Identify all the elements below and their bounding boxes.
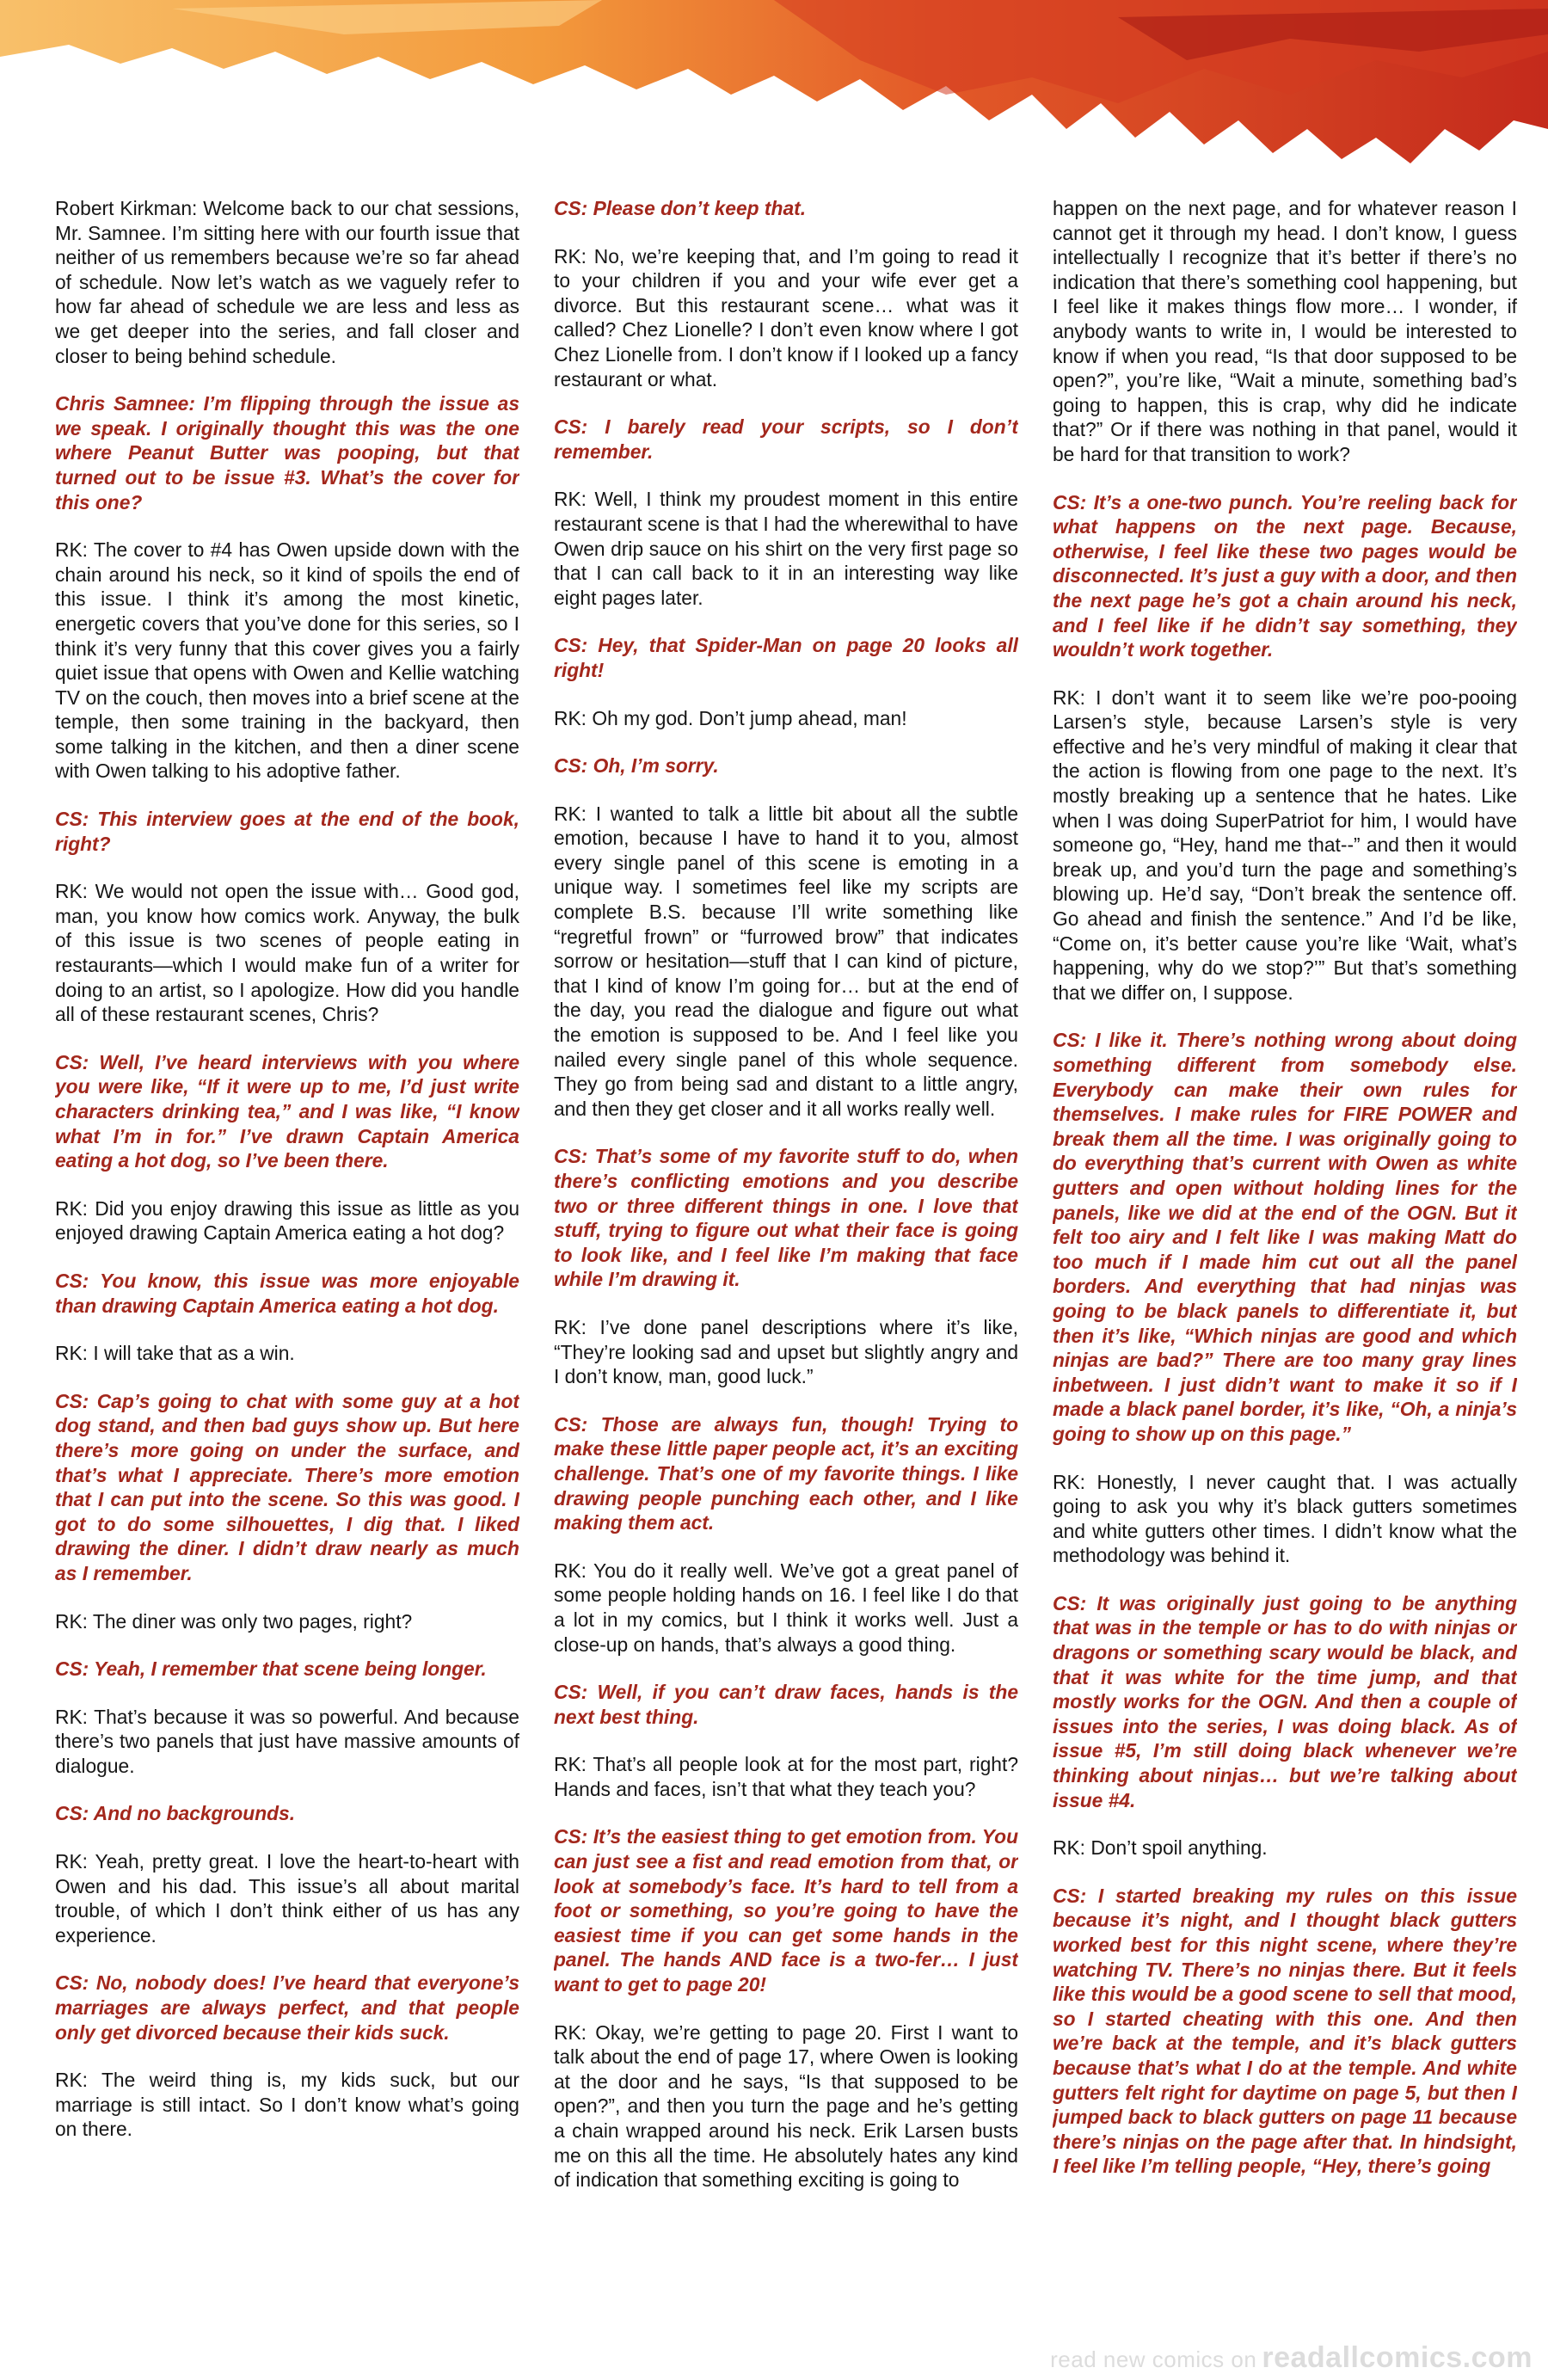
- kirkman-paragraph: RK: I wanted to talk a little bit about all the subtle emotion, because I have to hand it to you, almost every single panel of this scene is emoting in a unique way. I sometimes feel like my scripts are complete B.S. because I’ll write something like “regretful frown” or “furrowed brow” that indicates sorrow or hesitation—stuff that I can kind of picture, that I kind of know I’m going for… but at the end of the day, you read the dialogue and figure out what the emotion is supposed to be. And I feel like you nailed every single panel of this whole sequence. They go from being sad and distant to a little angry, and then they get closer and it all works really well.: [554, 802, 1018, 1120]
- site-watermark: [1050, 2341, 1533, 2375]
- kirkman-paragraph: happen on the next page, and for whatever reason I cannot get it through my head. I don’t know, I guess intellectually I recognize that it’s better if there’s no indication that there’s something cool happening, but I feel like it makes things flow more… I wonder, if anybody wants to write in, I would be interested to know if when you read, “Is that door supposed to be open?”, you’re like, “Wait a minute, something bad’s going to happen, this is crap, why did he indicate that?” Or if there was nothing in that panel, would it be hard for that transition to work?: [1053, 197, 1517, 465]
- kirkman-paragraph: RK: Oh my god. Don’t jump ahead, man!: [554, 706, 907, 729]
- samnee-paragraph: CS: I started breaking my rules on this issue because it’s night, and I thought black gutters worked best for this night scene, where they’re watching TV. There’s no ninjas there. But it feels like this would be a good scene to sell that mood, so I started cheating with this one. And then we’re back at the temple, and it’s black gutters because that’s what I do at the temple. And white gutters felt right for daytime on page 5, but then I jumped back to black gutters on page 11 because there’s ninjas on the page after that. In hindsight, I feel like I’m telling people, “Hey, there’s going: [1053, 1884, 1517, 2178]
- samnee-paragraph: CS: Those are always fun, though! Trying to make these little paper people act, it’s an exciting challenge. That’s one of my favorite things. I like drawing people punching each other, and I like making them act.: [554, 1412, 1018, 1534]
- kirkman-paragraph: RK: The cover to #4 has Owen upside down with the chain around his neck, so it kind of spoils the end of this issue. I think it’s among the most kinetic, energetic covers that you’ve done for this series, so I think it’s very funny that this cover gives you a fairly quiet issue that opens with Owen and Kellie watching TV on the couch, then moves into a brief scene at the temple, then some training in the backyard, then some talking in the kitchen, and then a diner scene with Owen talking to his adoptive father.: [55, 538, 519, 783]
- watermark-site: readallcomics.com: [1262, 2341, 1533, 2374]
- kirkman-paragraph: Robert Kirkman: Welcome back to our chat sessions, Mr. Samnee. I’m sitting here with our fourth issue that neither of us remembers because we’re so far ahead of schedule. Now let’s watch as we vaguely refer to how far ahead of schedule we are less and less as we get deeper into the series, and fall closer and closer to being behind schedule.: [55, 197, 519, 367]
- samnee-paragraph: CS: Hey, that Spider-Man on page 20 looks all right!: [554, 634, 1018, 681]
- kirkman-paragraph: RK: That’s because it was so powerful. And because there’s two panels that just have massive amounts of dialogue.: [55, 1705, 519, 1777]
- samnee-paragraph: CS: It’s the easiest thing to get emotion from. You can just see a fist and read emotion from that, or look at somebody’s face. It’s hard to tell from a foot or something, so you’re going to have the easiest time if you can get some hands in the panel. The hands AND face is a two-fer… I just want to get to page 20!: [554, 1825, 1018, 1996]
- kirkman-paragraph: RK: You do it really well. We’ve got a great panel of some people holding hands on 16. I feel like I do that a lot in my comics, but I think it works well. Just a close-up on hands, that’s always a good thing.: [554, 1559, 1018, 1656]
- samnee-paragraph: CS: It was originally just going to be anything that was in the temple or has to do with ninjas or dragons or something scary would be black, and that it was white for the time jump, and that mostly works for the OGN. And then a couple of issues into the series, I was doing black. As of issue #5, I’m still doing black whenever we’re thinking about ninjas… but we’re talking about issue #4.: [1053, 1591, 1517, 1811]
- column-3: [1053, 196, 1517, 2329]
- kirkman-paragraph: RK: The diner was only two pages, right?: [55, 1609, 413, 1633]
- samnee-paragraph: CS: And no backgrounds.: [55, 1802, 296, 1825]
- kirkman-paragraph: RK: Did you enjoy drawing this issue as little as you enjoyed drawing Captain America eating a hot dog?: [55, 1196, 519, 1245]
- column-1: [55, 196, 519, 2329]
- kirkman-paragraph: RK: I’ve done panel descriptions where it’s like, “They’re looking sad and upset but slightly angry and I don’t know, man, good luck.”: [554, 1315, 1018, 1388]
- interview-columns: [55, 196, 1517, 2329]
- kirkman-paragraph: RK: I will take that as a win.: [55, 1342, 295, 1365]
- samnee-paragraph: CS: Well, if you can’t draw faces, hands is the next best thing.: [554, 1681, 1018, 1728]
- samnee-paragraph: CS: Cap’s going to chat with some guy at a hot dog stand, and then bad guys show up. But here there’s more going on under the surface, and that’s what I appreciate. There’s more emotion that I can put into the scene. So this was good. I got to do some silhouettes, I dig that. I liked drawing the diner. I didn’t draw nearly as much as I remember.: [55, 1389, 519, 1584]
- kirkman-paragraph: RK: Okay, we’re getting to page 20. First I want to talk about the end of page 17, where Owen is looking at the door and he says, “Is that supposed to be open?”, and then you turn the page and he’s getting a chain wrapped around his neck. Erik Larsen busts me on this all the time. He absolutely hates any kind of indication that something exciting is going to: [554, 2020, 1018, 2192]
- samnee-paragraph: CS: Well, I’ve heard interviews with you where you were like, “If it were up to me, I’d just write characters drinking tea,” and I was like, “I know what I’m in for.” I’ve drawn Captain America eating a hot dog, so I’ve been there.: [55, 1050, 519, 1172]
- samnee-paragraph: CS: You know, this issue was more enjoyable than drawing Captain America eating a hot dog.: [55, 1269, 519, 1317]
- column-2: [554, 196, 1018, 2329]
- kirkman-paragraph: RK: I don’t want it to seem like we’re poo-pooing Larsen’s style, because Larsen’s style is very effective and he’s very mindful of making it clear that the action is flowing from one page to the next. It’s mostly breaking up a sentence that he hates. Like when I was doing SuperPatriot for him, I would have someone go, “Hey, hand me that--” and then it would break up, and you’d turn the page and something’s blowing up. He’d say, “Don’t break the sentence off. Go ahead and finish the sentence.” And I’d be like, “Come on, it’s better cause you’re like ‘Wait, what’s happening, why do we stop?’” But that’s something that we differ on, I suppose.: [1053, 686, 1517, 1004]
- kirkman-paragraph: RK: Yeah, pretty great. I love the heart-to-heart with Owen and his dad. This issue’s all about marital trouble, of which I don’t think either of us has any experience.: [55, 1850, 519, 1946]
- samnee-paragraph: CS: I like it. There’s nothing wrong about doing something different from somebody else. Everybody can make their own rules for themselves. I make rules for FIRE POWER and break them all the time. I was originally going to do everything that’s current with Owen as white gutters and open without holding lines for the panels, like we did at the end of the OGN. But it felt too airy and I felt like I was making Matt do too much if I made him cut out all the panel borders. And everything that had ninjas was going to be black panels to differentiate it, but then it’s like, “Which ninjas are good and which ninjas are bad?” There are too many gray lines inbetween. I just didn’t want to make it so if I made a black panel border, it’s like, “Oh, a ninja’s going to show up on this page.”: [1053, 1029, 1517, 1445]
- kirkman-paragraph: RK: No, we’re keeping that, and I’m going to read it to your children if you and your wife ever get a divorce. But this restaurant scene… what was it called? Chez Lionelle? I don’t even know where I got Chez Lionelle from. I don’t know if I looked up a fancy restaurant or what.: [554, 244, 1018, 391]
- kirkman-paragraph: RK: Honestly, I never caught that. I was actually going to ask you why it’s black gutters sometimes and white gutters other times. I didn’t know what the methodology was behind it.: [1053, 1470, 1517, 1567]
- kirkman-paragraph: RK: That’s all people look at for the most part, right? Hands and faces, isn’t that what they teach you?: [554, 1753, 1018, 1800]
- samnee-paragraph: CS: It’s a one-two punch. You’re reeling back for what happens on the next page. Because, otherwise, I feel like these two pages would be disconnected. It’s just a guy with a door, and then the next page he’s got a chain around his neck, and I feel like if he didn’t say something, they wouldn’t work together.: [1053, 490, 1517, 661]
- samnee-paragraph: CS: That’s some of my favorite stuff to do, when there’s conflicting emotions and you describe two or three different things in one. I love that stuff, trying to figure out what their face is going to look like, and I feel like I’m making that face while I’m drawing it.: [554, 1145, 1018, 1291]
- samnee-paragraph: CS: Yeah, I remember that scene being longer.: [55, 1657, 487, 1681]
- samnee-paragraph: CS: Oh, I’m sorry.: [554, 754, 719, 778]
- samnee-paragraph: CS: No, nobody does! I’ve heard that everyone’s marriages are always perfect, and that people only get divorced because their kids suck.: [55, 1971, 519, 2044]
- samnee-paragraph: CS: Please don’t keep that.: [554, 197, 807, 219]
- watermark-prefix: read new comics on: [1050, 2346, 1257, 2372]
- samnee-paragraph: CS: This interview goes at the end of the book, right?: [55, 808, 519, 855]
- header-brushstroke-banner: [0, 0, 1548, 172]
- kirkman-paragraph: RK: We would not open the issue with… Good god, man, you know how comics work. Anyway, the bulk of this issue is two scenes of people eating in restaurants—which I would make fun of a writer for doing to an artist, so I apologize. How did you handle all of these restaurant scenes, Chris?: [55, 880, 519, 1026]
- samnee-paragraph: Chris Samnee: I’m flipping through the issue as we speak. I originally thought this was the one where Peanut Butter was pooping, but that turned out to be issue #3. What’s the cover for this one?: [55, 392, 519, 514]
- kirkman-paragraph: RK: The weird thing is, my kids suck, but our marriage is still intact. So I don’t know what’s going on there.: [55, 2069, 519, 2141]
- kirkman-paragraph: RK: Don’t spoil anything.: [1053, 1836, 1268, 1860]
- samnee-paragraph: CS: I barely read your scripts, so I don’t remember.: [554, 415, 1018, 463]
- kirkman-paragraph: RK: Well, I think my proudest moment in this entire restaurant scene is that I had the wherewithal to have Owen drip sauce on his shirt on the very first page so that I can call back to it in an interesting way like eight pages later.: [554, 488, 1018, 609]
